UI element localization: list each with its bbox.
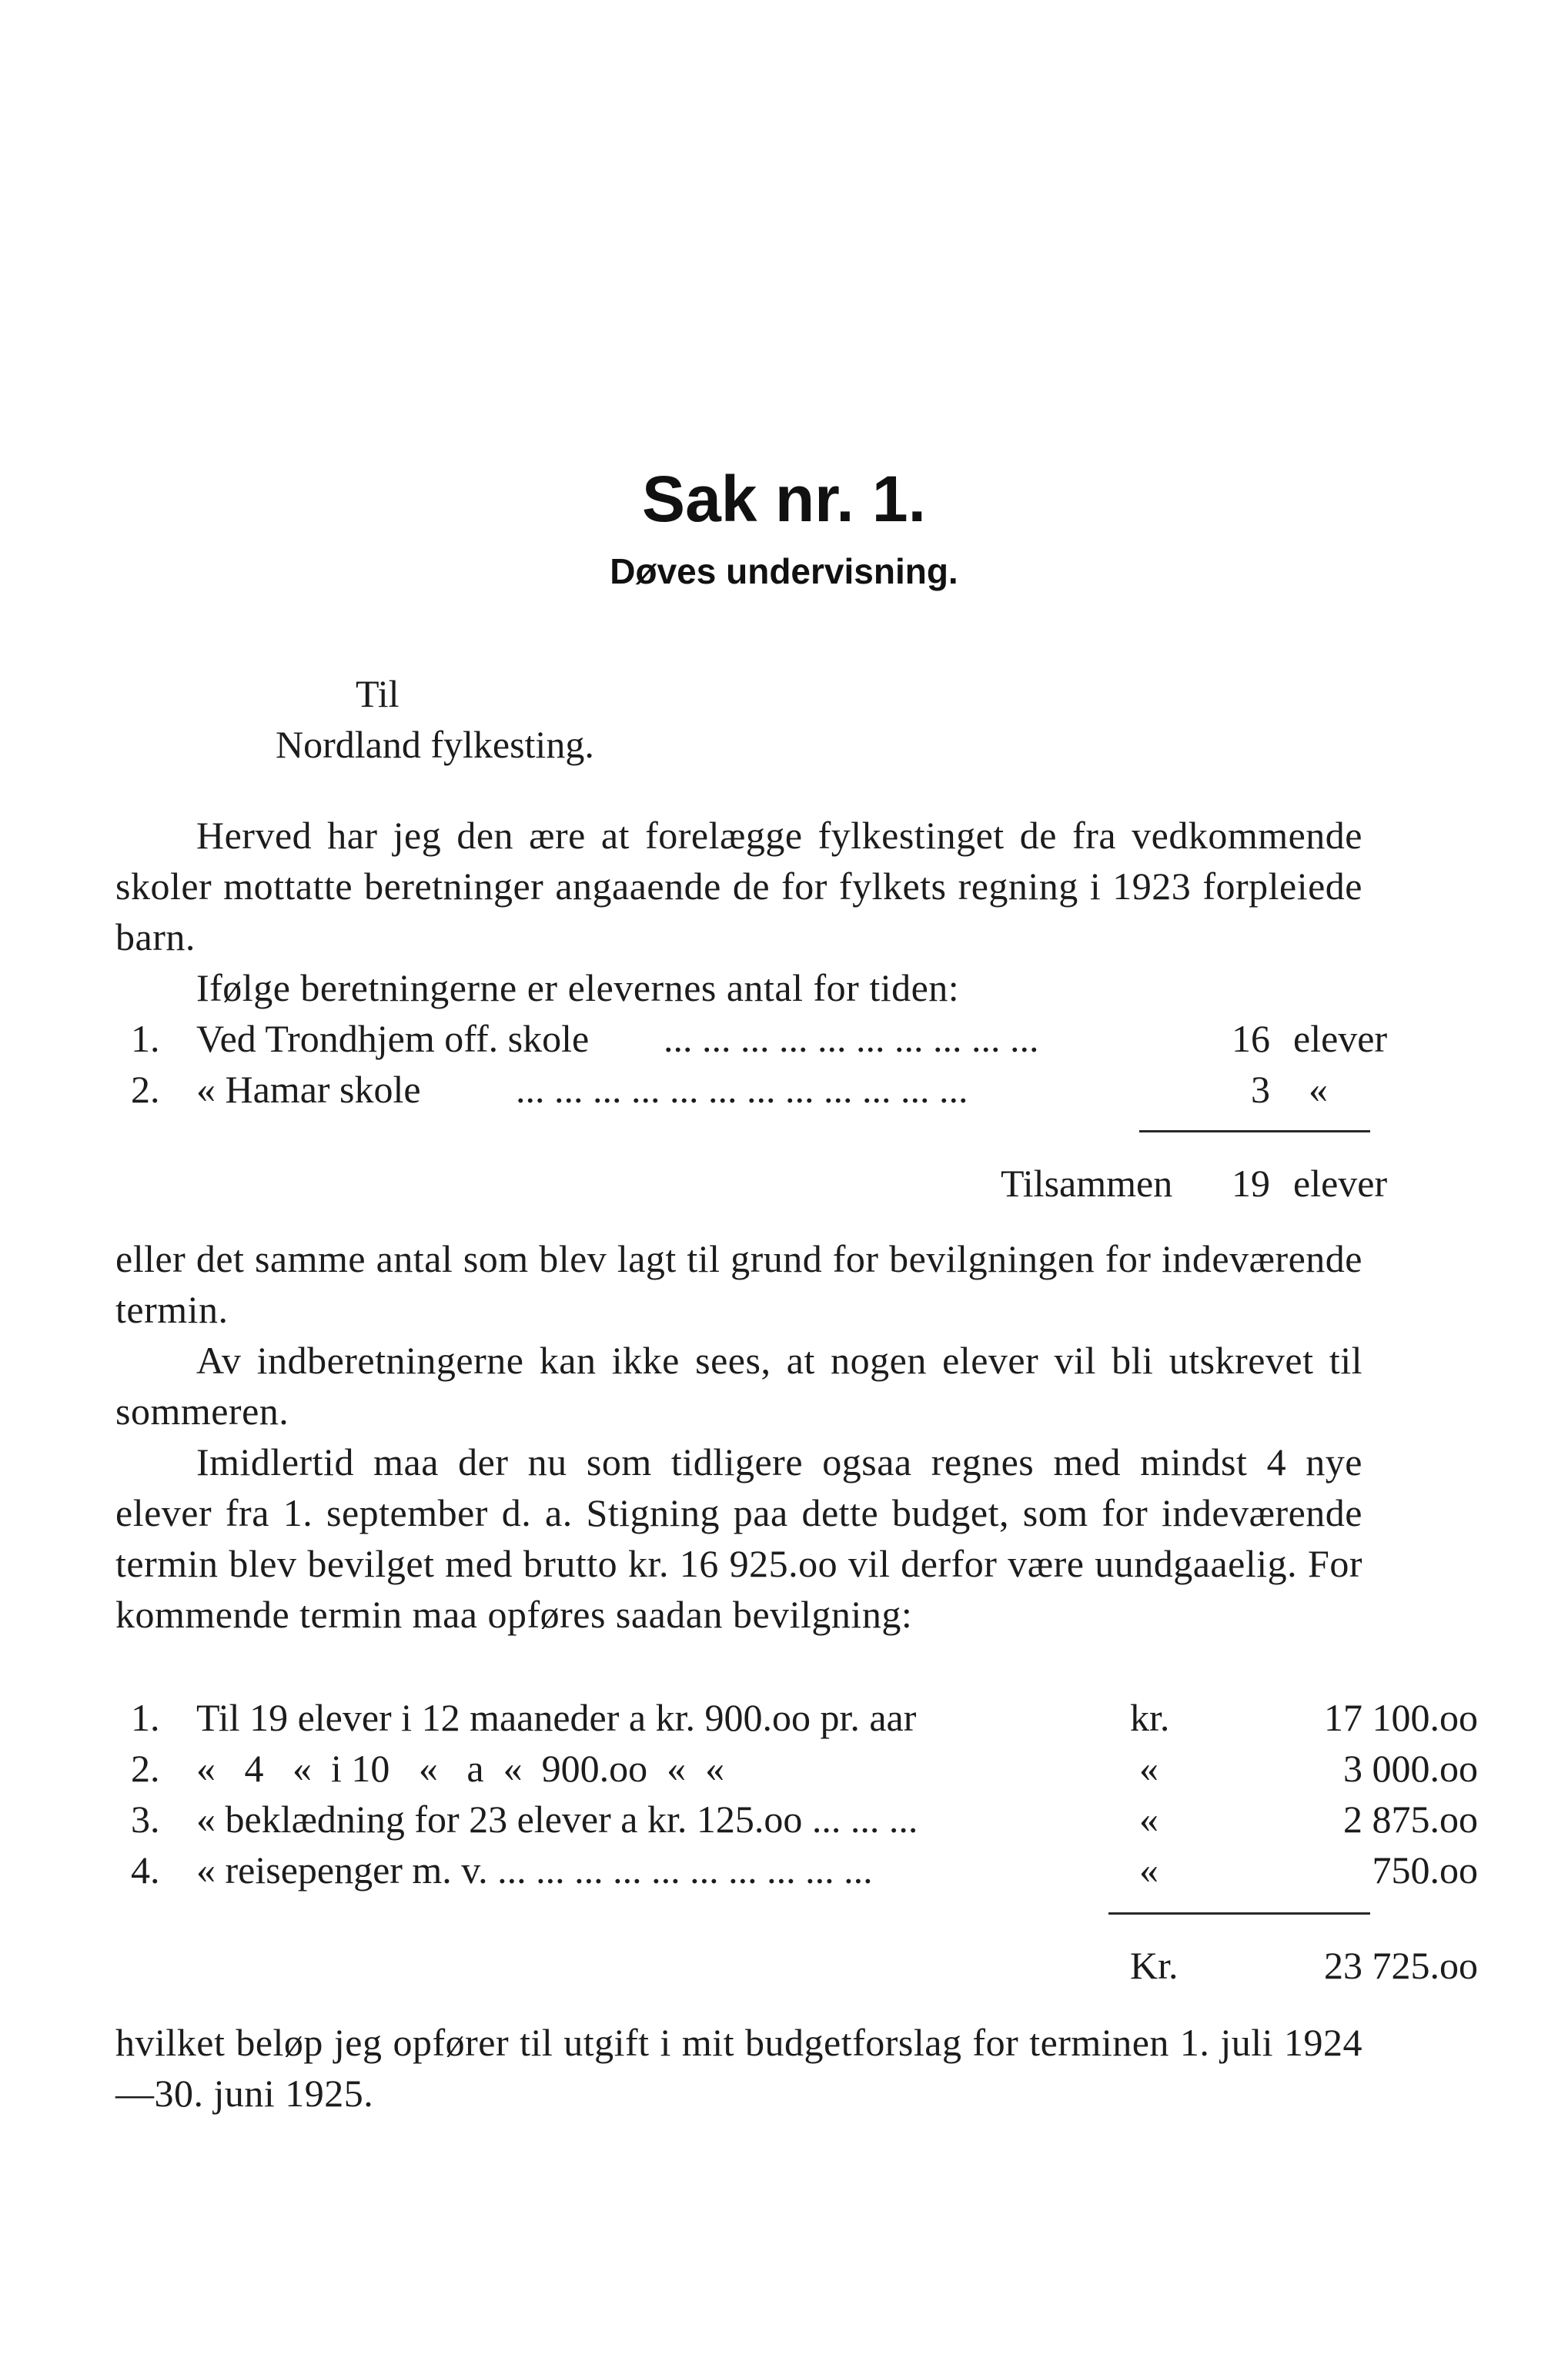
pupil-row-dots: ... ... ... ... ... ... ... ... ... ... ... ... [516, 1068, 968, 1111]
budget-row-currency: « [1139, 1848, 1158, 1892]
budget-row-currency: kr. [1130, 1696, 1170, 1739]
budget-row [115, 1845, 1478, 1895]
pupil-total-label: Tilsammen [1001, 1162, 1173, 1205]
pupil-row-number: 1. [131, 1017, 160, 1060]
budget-total-row [115, 1940, 1478, 1991]
budget-row [115, 1794, 1478, 1845]
pupil-row-number: 2. [131, 1068, 160, 1111]
address-line-1: Til [356, 672, 400, 715]
pupil-row-amount: 3 [1251, 1068, 1270, 1111]
pupil-total-row [115, 1158, 1388, 1209]
budget-row-number: 4. [131, 1848, 160, 1892]
document-title: Sak nr. 1. [642, 463, 926, 535]
pupil-total-unit: elever [1293, 1162, 1388, 1205]
document-subtitle: Døves undervisning. [610, 551, 958, 591]
paragraph-new-pupils: Imidlertid maa der nu som tidligere ogsaa regnes med mindst 4 nye elever fra 1. september d. a. Stigning paa dette budget, som for indeværende termin blev bevilget med brutto kr. 16 925.oo vil derfor være uundgaaelig. For kommende termin maa opføres saadan bevilgning: [115, 1440, 1362, 1636]
budget-row [115, 1692, 1478, 1743]
budget-row-currency: « [1139, 1798, 1158, 1841]
paragraph-intro: Herved har jeg den ære at forelægge fylkestinget de fra vedkommende skoler mottatte beretninger angaaende de for fylkets regning i 1923 forpleiede barn. [115, 814, 1362, 958]
pupil-row [115, 1013, 1388, 1064]
pupil-row-text: « Hamar skole [196, 1068, 421, 1111]
budget-row-number: 1. [131, 1696, 160, 1739]
budget-row-text: « beklædning for 23 elever a kr. 125.oo ... ... ... [196, 1798, 918, 1841]
budget-row-currency: « [1139, 1747, 1158, 1790]
pupil-row-amount: 16 [1232, 1017, 1270, 1060]
pupil-row-unit: elever [1293, 1017, 1388, 1060]
paragraph-same-count: eller det samme antal som blev lagt til grund for bevilgningen for indeværende termin. [115, 1237, 1362, 1331]
budget-row-amount: 3 000.oo [1343, 1747, 1478, 1790]
budget-total-currency: Kr. [1130, 1944, 1179, 1987]
budget-row-number: 2. [131, 1747, 160, 1790]
pupil-row-text: Ved Trondhjem off. skole [196, 1017, 590, 1060]
address-line-2: Nordland fylkesting. [276, 723, 594, 766]
paragraph-count-intro: Ifølge beretningerne er elevernes antal for tiden: [196, 966, 960, 1009]
budget-row [115, 1743, 1478, 1794]
budget-row-text: « reisepenger m. v. ... ... ... ... ... ... ... ... ... ... [196, 1848, 873, 1892]
budget-row-amount: 2 875.oo [1343, 1798, 1478, 1841]
pupil-row-dots: ... ... ... ... ... ... ... ... ... ... [664, 1017, 1039, 1060]
budget-total-rule [1108, 1912, 1370, 1915]
paragraph-no-discharge: Av indberetningerne kan ikke sees, at nogen elever vil bli utskrevet til sommeren. [115, 1339, 1362, 1433]
budget-row-number: 3. [131, 1798, 160, 1841]
budget-row-text: « 4 « i 10 « a « 900.oo « « [196, 1747, 725, 1790]
pupil-row [115, 1064, 1362, 1115]
subtotal-rule [1139, 1130, 1370, 1132]
budget-row-text: Til 19 elever i 12 maaneder a kr. 900.oo pr. aar [196, 1696, 917, 1739]
pupil-total-amount: 19 [1232, 1162, 1270, 1205]
budget-row-amount: 750.oo [1372, 1848, 1478, 1892]
paragraph-closing: hvilket beløp jeg opfører til utgift i mit budgetforslag for terminen 1. juli 1924—30. juni 1925. [115, 2021, 1362, 2115]
pupil-row-unit: « [1309, 1068, 1328, 1111]
budget-row-amount: 17 100.oo [1324, 1696, 1478, 1739]
budget-total-amount: 23 725.oo [1324, 1944, 1478, 1987]
